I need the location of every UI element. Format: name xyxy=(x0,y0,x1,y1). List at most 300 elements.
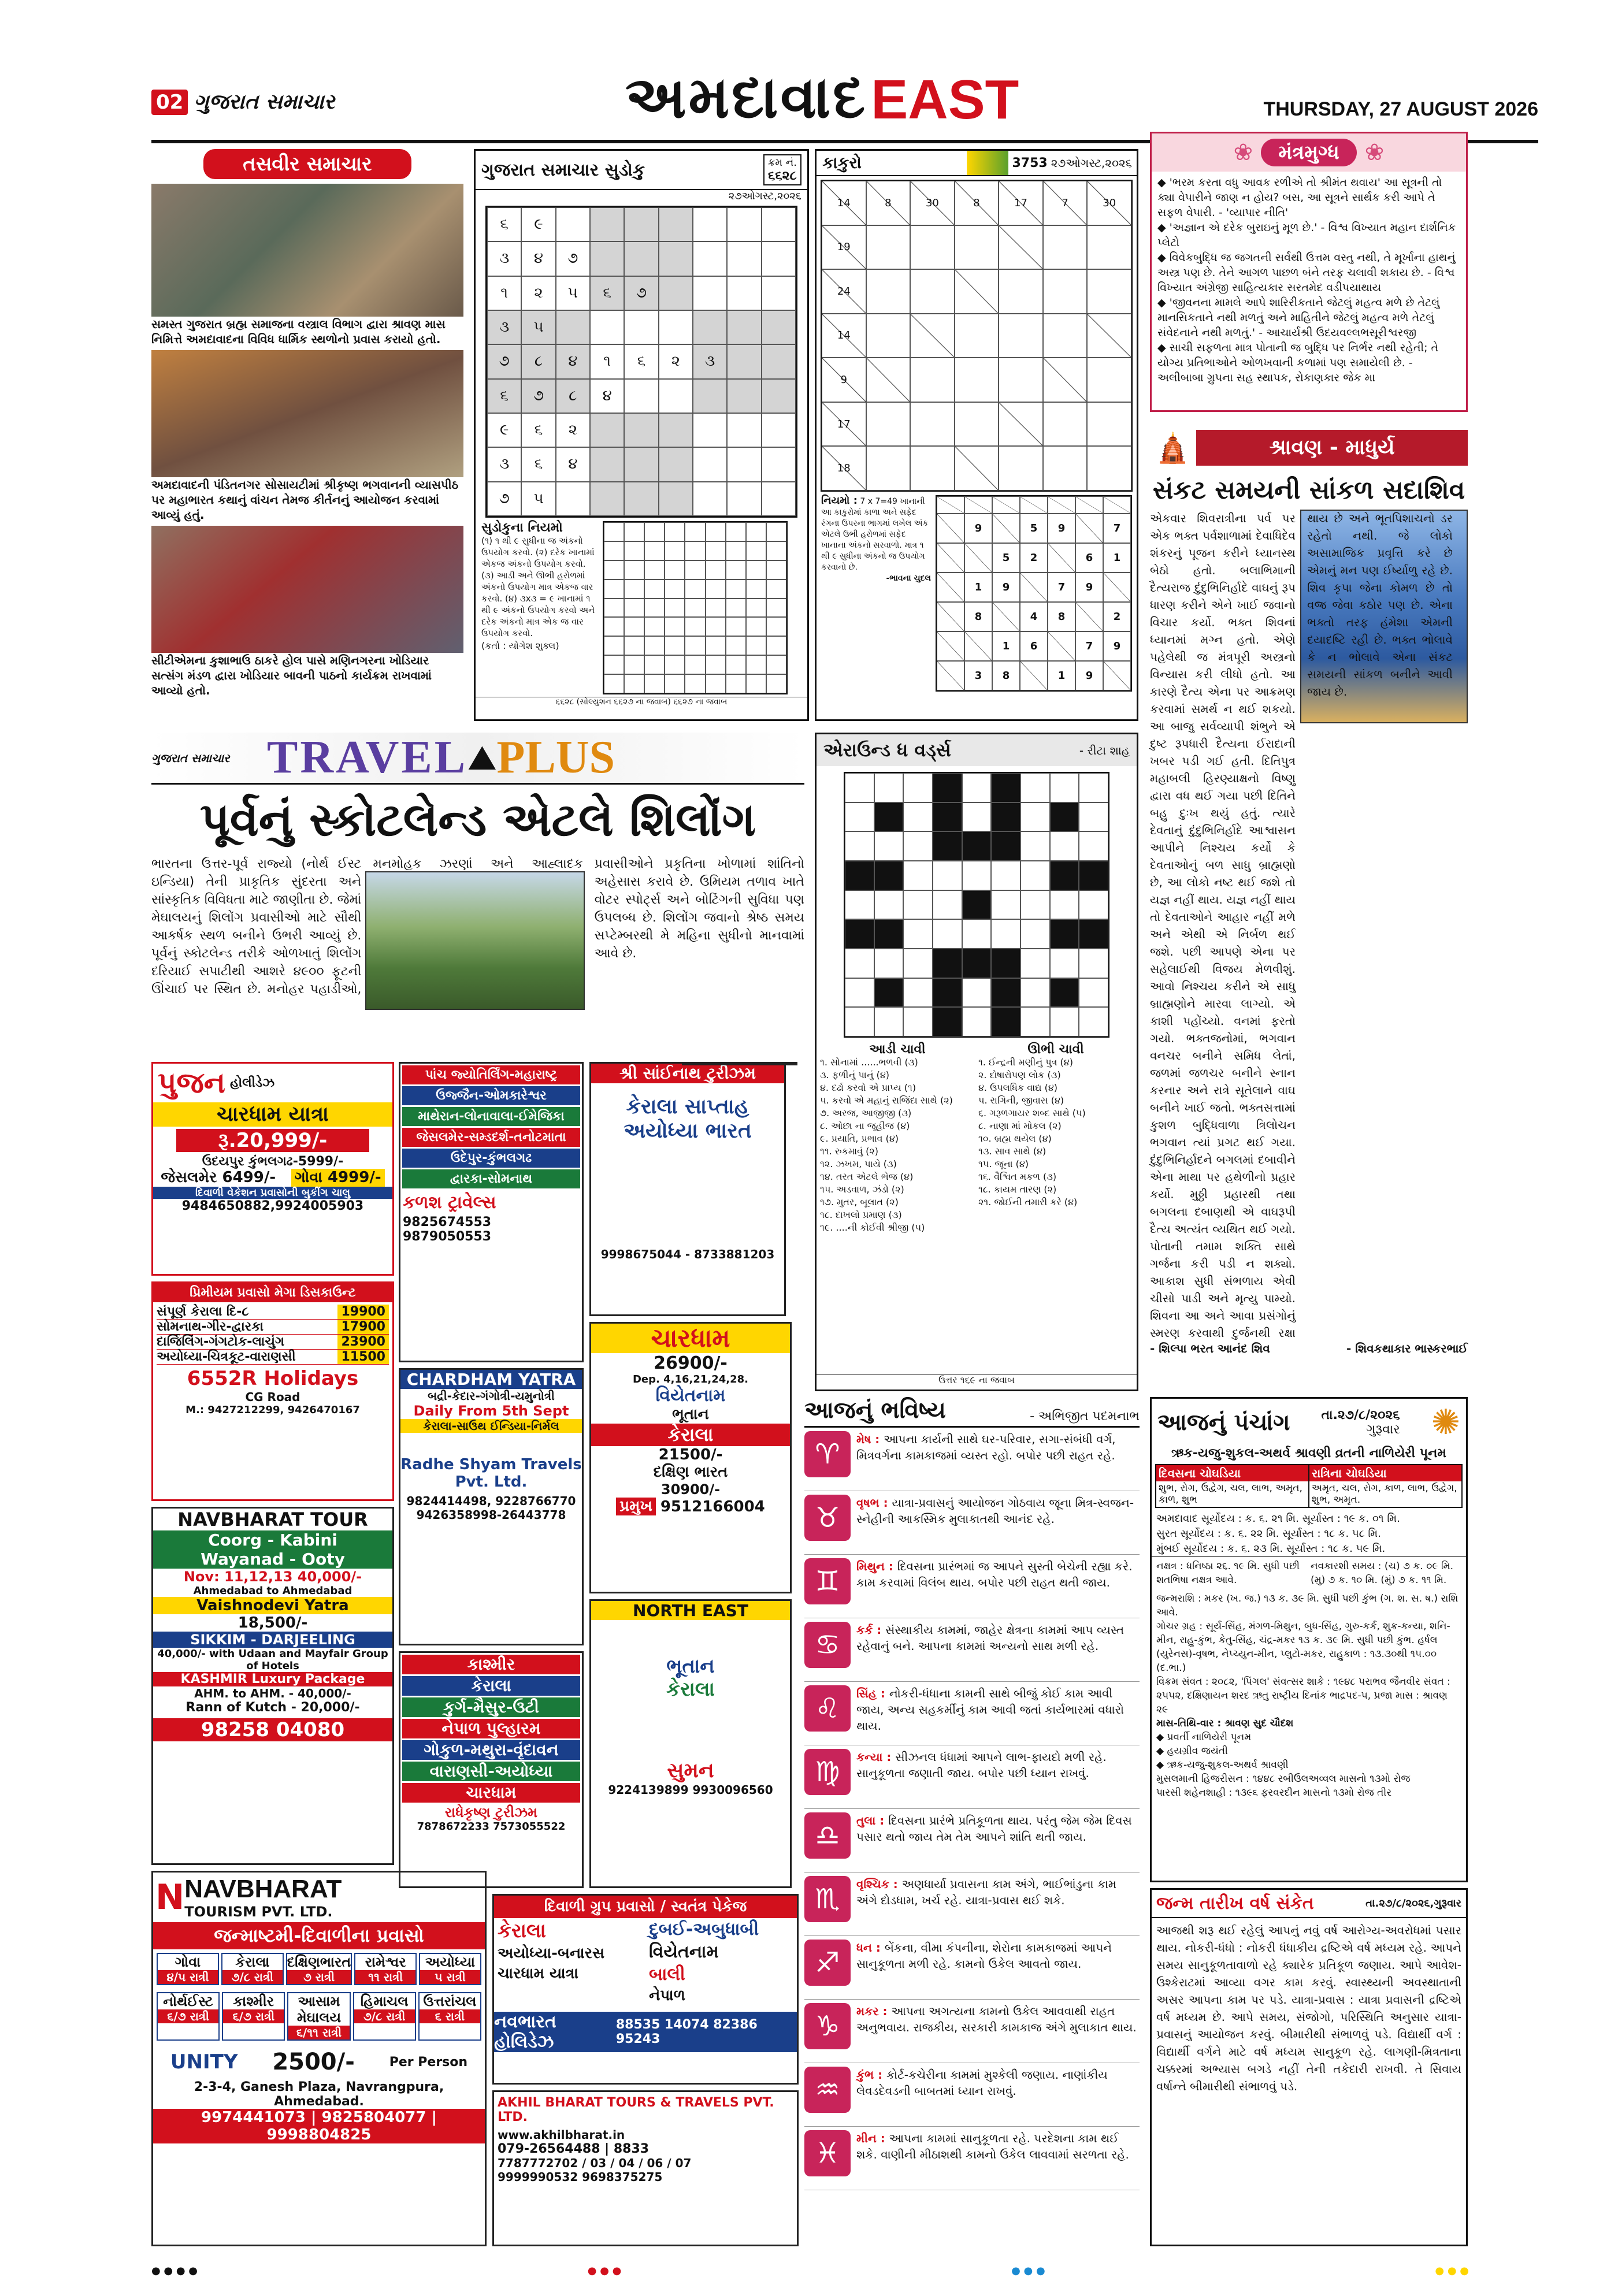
sudoku-solution-cell xyxy=(685,560,705,579)
kakuro-solution-cell xyxy=(964,631,992,661)
ad-akhil xyxy=(492,2090,799,2246)
kakuro-solution-cell: 4 xyxy=(1020,602,1048,631)
ad-vikram xyxy=(589,1599,792,1888)
sudoku-solution-cell xyxy=(746,541,766,560)
sudoku-solution-cell xyxy=(604,522,624,541)
sudoku-cell: ૬ xyxy=(590,276,624,310)
kakuro-solution-cell xyxy=(992,602,1020,631)
edition-name: અમદાવાદ xyxy=(625,64,868,131)
ltc-rows xyxy=(400,1655,582,1803)
sudoku-solution-cell xyxy=(746,655,766,674)
pujan-sub: હોલીડેઝ xyxy=(230,1076,275,1090)
nb-tile xyxy=(157,1953,219,1985)
travel-section xyxy=(151,733,804,1056)
sudoku-cell: ૭ xyxy=(624,276,658,310)
horoscope-desc: સીઝનલ ધંધામાં આપને લાભ-ફાયદો મળી રહે. સાનુકૂળતા જણાતી જાય. બપોર પછી ધ્યાન રાખવું. xyxy=(856,1750,1107,1780)
crossword-cell xyxy=(1079,1007,1108,1036)
kakuro-cell: 24 xyxy=(822,269,866,314)
nbt-l10: AHM. to AHM. - 40,000/- xyxy=(194,1686,351,1700)
horoscope-desc: કોર્ટ-કચેરીના કામમાં મુશ્કેલી જણાય. નાણાંકીય લેવડદેવડની બાબતમાં ધ્યાન રાખવું. xyxy=(856,2068,1108,2098)
sudoku-solution-cell xyxy=(726,579,746,599)
sudoku-solution-cell xyxy=(766,560,786,579)
sudoku-cell xyxy=(762,344,796,378)
kakuro-solution-cell xyxy=(1048,543,1075,573)
sudoku-grid xyxy=(485,206,797,518)
sudoku-solution-cell xyxy=(766,674,786,693)
crossword-grid xyxy=(844,772,1109,1038)
sudoku-cell xyxy=(556,482,590,516)
sudoku-solution-cell xyxy=(746,579,766,599)
ad-kalash xyxy=(399,1062,584,1362)
kakuro-solution-cell: 9 xyxy=(1075,573,1103,602)
horoscope-desc: નોકરી-ધંધાના કામની સાથે બીજું કોઈ કામ આવી જાય, અન્ય સહકર્મીનું કામ આવી જતાં કાર્યભારમાં વધારો થાય. xyxy=(856,1686,1124,1733)
birthday-date: તા.૨૭/૮/૨૦૨૬,ગુરૂવાર xyxy=(1365,1897,1461,1909)
sudoku-cell: ૨ xyxy=(521,276,555,310)
zodiac-11-icon: ♒ xyxy=(804,2067,851,2113)
vk-phone: 9224139899 9930096560 xyxy=(608,1783,773,1797)
sudoku-solution-cell xyxy=(746,617,766,636)
sudoku-cell xyxy=(693,447,727,481)
horoscope-desc: સંસ્થાકીય કામમાં, જાહેર ક્ષેત્રના કામમાં આપ વ્યસ્ત રહેવાનું બને. આપના કામમાં અન્યનો સાથ મળી રહે. xyxy=(856,1623,1125,1653)
crossword-cell xyxy=(991,949,1020,978)
across-clue: ૧૮. દાખલો પ્રમાણ (૩) xyxy=(820,1209,902,1220)
mantra-quote: ◆ 'ભરમ કરતા વધુ આવક રળીએ તો શ્રીમંત થવાય' આ સૂત્રની તો ક્યા વેપારીને જાણ ન હોય? બસ, આ સૂત્રને સાર્થક કરી આપે તે સફળ વેપારી. - 'વ્યાપાર નીતિ' xyxy=(1157,175,1460,220)
sudoku-cell: ૯ xyxy=(521,207,555,242)
horoscope-sign: કર્ક : xyxy=(856,1623,886,1637)
ad-pujan xyxy=(151,1062,394,1276)
premium-addr: CG Road xyxy=(245,1390,300,1404)
horoscope-sign: વૃશ્ચિક : xyxy=(856,1877,902,1891)
nbt-l7: SIKKIM - DARJEELING xyxy=(153,1632,392,1648)
kakuro-cell xyxy=(999,402,1043,447)
kakuro-date: ૨૭ઓગસ્ટ,૨૦૨૬ xyxy=(1051,156,1132,170)
crossword-cell xyxy=(991,1007,1020,1036)
bhavishya-title: આજનું ભવિષ્ય xyxy=(804,1397,946,1424)
kakuro-solution-cell xyxy=(937,573,964,602)
ch-l1: વિયેતનામ xyxy=(655,1385,726,1406)
kakuro-solution-cell xyxy=(1048,631,1075,661)
kalash-rows xyxy=(400,1065,582,1188)
dw-l1: કેરાલા xyxy=(498,1919,546,1942)
nb-tile-nights: ૭/૮ રાત્રી xyxy=(222,1970,283,1984)
kakuro-solution-cell: 7 xyxy=(1103,514,1131,543)
edition-title xyxy=(625,64,1019,132)
crossword-cell xyxy=(1079,803,1108,832)
sudoku-cell xyxy=(624,242,658,276)
ch-price: 26900/- xyxy=(654,1353,728,1373)
cy-l2: કેરાલા-સાઉથ ઈન્ડિયા-નિર્મલ xyxy=(400,1419,582,1433)
panchang-sub: ઋક-યજુ-શુકલ-અથર્વ શ્રાવણી વ્રતની નાળિયેરી પૂનમ xyxy=(1171,1446,1446,1461)
crossword-cell xyxy=(933,831,962,861)
sudoku-cell xyxy=(727,413,761,447)
nb-tile-name: રામેશ્વર xyxy=(365,1954,406,1970)
nb-price: 2500/- xyxy=(272,2049,355,2075)
nb-tile-name: દક્ષિણભારત xyxy=(287,1954,351,1970)
kakuro-solution-cell xyxy=(1075,496,1103,514)
nb-per: Per Person xyxy=(389,2054,468,2070)
horoscope-text xyxy=(856,1812,1140,1868)
photo-caption-3: સીટીએમના કુશાભાઉ ઠાકરે હોલ પાસે મણિનગરના ખોડિયાર સત્સંગ મંડળ દ્વારા ખોડિયાર બાવની પાઠનો કાર્યક્રમ રાખવામાં આવ્યો હતો. xyxy=(151,653,432,697)
sudoku-solution-cell xyxy=(644,579,665,599)
kakuro-solution-cell xyxy=(937,602,964,631)
panchang-date: તા.૨૭/૮/૨૦૨૬ xyxy=(1321,1408,1400,1422)
crossword-cell xyxy=(1050,890,1079,920)
sudoku-cell: ૧ xyxy=(590,344,624,378)
pujan-goa: ગોવા 4999/- xyxy=(291,1169,385,1187)
kalash-row: ઉદેપુર-કુંભલગઢ xyxy=(402,1149,580,1168)
cy-title: CHARDHAM YATRA xyxy=(400,1370,582,1389)
kakuro-cell xyxy=(999,269,1043,314)
horoscope-item xyxy=(804,1428,1140,1491)
sudoku-cell xyxy=(659,310,693,344)
sudoku-cell xyxy=(590,207,624,242)
sudoku-solution-cell xyxy=(685,541,705,560)
kakuro-cell: 7 xyxy=(1043,181,1088,225)
sudoku-solution-cell xyxy=(665,636,685,655)
crossword-cell xyxy=(1020,919,1050,949)
sudoku-cell: ૯ xyxy=(487,413,521,447)
horoscope-item xyxy=(804,2127,1140,2190)
sai-title: શ્રી સાંઈનાથ ટુરીઝમ xyxy=(591,1064,784,1083)
premium-row xyxy=(157,1305,389,1320)
ch-title: ચારધામ xyxy=(591,1324,790,1353)
crossword-cell xyxy=(933,1007,962,1036)
vk-brand: સુમન xyxy=(667,1759,714,1782)
cy-brand: Radhe Shyam Travels Pvt. Ltd. xyxy=(400,1456,582,1491)
crossword-cell xyxy=(1020,890,1050,920)
crossword-cell xyxy=(933,861,962,890)
paper-name-logo: ગુજરાત સમાચાર xyxy=(151,751,230,765)
across-title: આડી ચાવી xyxy=(869,1042,926,1057)
kakuro-solution-cell xyxy=(1020,496,1048,514)
crossword-cell xyxy=(903,773,933,803)
sai-phone: 9998675044 - 8733881203 xyxy=(600,1247,775,1261)
horoscope-text xyxy=(856,2130,1140,2186)
sudoku-solution-cell xyxy=(665,599,685,618)
horoscope-sign: કુંભ : xyxy=(856,2068,887,2082)
kakuro-rules-title: નિયમો : xyxy=(821,495,858,507)
horoscope-item xyxy=(804,2063,1140,2127)
across-clue: ૪. દર્ઢા કરવો એ પ્રાપ્ય (૧) xyxy=(820,1082,916,1093)
horoscope-sign: મિથુન : xyxy=(856,1559,897,1573)
vk-l2: ભૂતાન xyxy=(666,1655,715,1678)
crossword-cell xyxy=(845,861,874,890)
sudoku-footer: ૬૬૨૮ (સોલ્યુશન ૬૬૨૭ ના જવાબ) ૬૬૨૭ ના જવાબ xyxy=(476,697,807,707)
nb-tile-name: નોર્થઈસ્ટ xyxy=(163,1993,213,2009)
zodiac-5-icon: ♌ xyxy=(804,1685,851,1732)
zodiac-6-icon: ♍ xyxy=(804,1749,851,1795)
ch-l2: ભૂતાન xyxy=(672,1406,709,1423)
sudoku-solution-cell xyxy=(604,674,624,693)
crossword-cell xyxy=(1050,919,1079,949)
crossword-cell xyxy=(1020,803,1050,832)
mantra-quote: ◆ સાચી સફળતા માત્ર પોતાની જ બુદ્ધિ પર નિર્ભર નથી રહેતી; તે યોગ્ય પ્રતિભાઓને ઓળખવાની કળામાં પણ સમાયેલી છે. - અલીબાબા ગ્રુપના સહ સ્થાપક, રોકાણકાર જેક મા xyxy=(1157,340,1460,385)
nb-tile xyxy=(222,1992,285,2041)
zodiac-2-icon: ♉ xyxy=(804,1495,851,1541)
crossword-box xyxy=(815,733,1138,1391)
photo-caption-1: સમસ્ત ગુજરાત બ્રહ્મ સમાજના વસ્ત્રાલ વિભાગ દ્વારા શ્રાવણ માસ નિમિત્તે અમદાવાદના વિવિધ ધાર્મિક સ્થળોનો પ્રવાસ કરાયો હતો. xyxy=(151,317,446,346)
sudoku-cell xyxy=(762,242,796,276)
nb-tiles-2 xyxy=(153,1989,485,2044)
sudoku-cell xyxy=(693,379,727,413)
kakuro-cell xyxy=(866,358,911,402)
sudoku-solution-cell xyxy=(685,655,705,674)
mantra-quote: ◆ 'અજ્ઞાન એ દરેક બુરાઇનું મૂળ છે.' - વિશ્વ વિખ્યાત મહાન દાર્શનિક પ્લેટો xyxy=(1157,220,1460,250)
kakuro-box xyxy=(815,149,1138,721)
sudoku-solution-cell xyxy=(746,636,766,655)
crossword-cell xyxy=(845,803,874,832)
sudoku-cell xyxy=(624,207,658,242)
kakuro-cell xyxy=(999,358,1043,402)
sudoku-solution-cell xyxy=(685,674,705,693)
sudoku-cell: ૭ xyxy=(487,344,521,378)
kakuro-solution-cell: 7 xyxy=(1048,573,1075,602)
crossword-cell xyxy=(962,831,992,861)
kakuro-solution-cell: 2 xyxy=(1020,543,1048,573)
down-clue: ૨. દોષારોપણ લોક (૩) xyxy=(978,1069,1061,1080)
kakuro-solution-cell: 1 xyxy=(1048,661,1075,690)
sudoku-cell: ૭ xyxy=(556,242,590,276)
choghadiya-night-title: રાત્રિના ચોઘડિયા xyxy=(1309,1465,1461,1481)
horoscope-text xyxy=(856,1431,1140,1487)
sudoku-cell: ૬ xyxy=(487,207,521,242)
kakuro-solution-cell: 9 xyxy=(1075,661,1103,690)
crossword-cell xyxy=(962,890,992,920)
nb-tile-nights: ૬ રાત્રી xyxy=(420,2009,480,2023)
tasvir-title: તસવીર સમાચાર xyxy=(203,149,411,179)
nb-tile-nights: ૬/૭ રાત્રી xyxy=(158,2009,218,2023)
down-clue: ૪. ઉપલધિક વાદ્ય (૪) xyxy=(978,1082,1057,1093)
ch-phone: 9512166004 xyxy=(660,1498,765,1515)
sudoku-cell xyxy=(762,379,796,413)
kakuro-cell xyxy=(955,269,999,314)
horoscope-sign: તુલા : xyxy=(856,1814,889,1827)
down-clue: ૧૬. વૈશ્વિત મકળ (૩) xyxy=(978,1171,1057,1182)
zodiac-10-icon: ♑ xyxy=(804,2003,851,2049)
crossword-author: - રીટા શાહ xyxy=(1079,743,1130,757)
sudoku-solution-cell xyxy=(706,674,726,693)
page-number-badge: 02 xyxy=(151,90,188,115)
sudoku-cell xyxy=(693,242,727,276)
nbt-title: NAVBHARAT TOUR xyxy=(153,1509,392,1530)
dw-l4: દુબઈ-અબુધાબી xyxy=(649,1919,759,1940)
sudoku-solution-cell xyxy=(685,617,705,636)
across-clue: ૩. ફળીનું પાનું (૪) xyxy=(820,1069,890,1080)
crossword-cell xyxy=(962,949,992,978)
shravan-column xyxy=(1150,425,1468,1384)
kakuro-cell xyxy=(910,314,955,358)
down-clues xyxy=(978,1056,1133,1209)
kakuro-cell xyxy=(1043,446,1088,491)
sudoku-solution-cell xyxy=(766,655,786,674)
sudoku-cell xyxy=(762,413,796,447)
ak-phone3: 9999990532 9698375275 xyxy=(498,2170,663,2184)
kakuro-cell: 19 xyxy=(822,225,866,270)
ad-sai xyxy=(589,1062,786,1316)
sudoku-solution-cell xyxy=(685,636,705,655)
nb-tile-nights: ૬/૧૧ રાત્રી xyxy=(288,2026,349,2039)
sudoku-cell xyxy=(659,379,693,413)
sudoku-cell xyxy=(762,482,796,516)
zodiac-1-icon: ♈ xyxy=(804,1431,851,1477)
crossword-cell xyxy=(1079,919,1108,949)
sun-ahmedabad: અમદાવાદ સૂર્યોદય : ક. ૬. ૨૧ મિ. સૂર્યાસ્ત : ૧૯ ક. ૦૧ મિ. xyxy=(1156,1513,1400,1525)
horoscope-item xyxy=(804,1491,1140,1555)
nb-tile-name: કાશ્મીર xyxy=(233,1993,274,2009)
kakuro-grid xyxy=(821,180,1133,492)
sudoku-cell: ૮ xyxy=(521,344,555,378)
sudoku-cell: ૪ xyxy=(521,242,555,276)
sudoku-solution-cell xyxy=(706,636,726,655)
nb-tile xyxy=(157,1992,220,2041)
event: ◆ હયગ્રીવ જયંતી xyxy=(1156,1744,1461,1758)
horoscope-item xyxy=(804,1618,1140,1682)
kakuro-cell xyxy=(955,314,999,358)
ak-brand: AKHIL BHARAT TOURS & TRAVELS PVT. LTD. xyxy=(498,2096,774,2124)
kakuro-solution-cell: 8 xyxy=(964,602,992,631)
bhavishya-header xyxy=(804,1397,1140,1428)
crossword-cell xyxy=(903,831,933,861)
nb-tile-nights: ૧૧ રાત્રી xyxy=(355,1970,415,1984)
sudoku-solution-cell xyxy=(665,541,685,560)
kakuro-solution-cell: 1 xyxy=(992,631,1020,661)
sudoku-solution-cell xyxy=(604,636,624,655)
premium-phone: M.: 9427212299, 9426470167 xyxy=(185,1404,360,1416)
nb-tile-nights: ૬/૭ રાત્રી xyxy=(223,2009,284,2023)
nb-tile-nights: ૭/૮ રાત્રી xyxy=(354,2009,415,2023)
sudoku-cell: ૫ xyxy=(521,482,555,516)
birthday-box xyxy=(1150,1888,1468,2246)
crossword-cell xyxy=(845,831,874,861)
sudoku-cell xyxy=(762,447,796,481)
crossword-cell xyxy=(903,890,933,920)
crossword-cell xyxy=(874,978,904,1008)
kakuro-solution-cell: 2 xyxy=(1103,602,1131,631)
kakuro-cell xyxy=(999,314,1043,358)
crossword-cell xyxy=(874,890,904,920)
dw-phone: 88535 14074 82386 95243 xyxy=(615,2018,758,2046)
zodiac-4-icon: ♋ xyxy=(804,1622,851,1668)
cy-l1: Daily From 5th Sept xyxy=(413,1403,569,1419)
sudoku-cell xyxy=(556,310,590,344)
sudoku-solution-cell xyxy=(685,599,705,618)
kakuro-solution-cell xyxy=(937,661,964,690)
sudoku-solution-cell xyxy=(644,522,665,541)
sudoku-solution-cell xyxy=(665,560,685,579)
nb-tile xyxy=(221,1953,284,1985)
ad-navbharat-tour xyxy=(151,1507,394,1865)
kakuro-cell: 30 xyxy=(1087,181,1131,225)
kalash-brand: કળશ ટ્રાવેલ્સ xyxy=(403,1192,496,1213)
choghadiya-night-val: અમૃત, ચલ, રોગ, કાળ, લાભ, ઉદ્વેગ, શુભ, અમૃત. xyxy=(1312,1483,1457,1506)
sudoku-solution-cell xyxy=(706,599,726,618)
kalash-row: માથેરાન-લોનાવાલા-ઈમેજિકા xyxy=(402,1107,580,1126)
kakuro-cell xyxy=(910,358,955,402)
sudoku-cell xyxy=(590,242,624,276)
sudoku-solution-cell xyxy=(766,636,786,655)
crossword-cell xyxy=(874,831,904,861)
crossword-cell xyxy=(933,803,962,832)
sudoku-cell xyxy=(693,207,727,242)
sudoku-cell: ૪ xyxy=(556,447,590,481)
kakuro-cell xyxy=(955,402,999,447)
kakuro-solution-cell: 3 xyxy=(964,661,992,690)
sudoku-cell xyxy=(624,310,658,344)
sudoku-title: ગુજરાત સમાચાર સુડોકુ xyxy=(481,159,645,180)
horoscope-text xyxy=(856,1558,1140,1614)
sudoku-solution-cell xyxy=(706,541,726,560)
sudoku-rules-title: સુડોકુના નિયમો xyxy=(481,521,563,535)
sudoku-cell xyxy=(693,310,727,344)
kakuro-cell xyxy=(1043,358,1088,402)
crossword-cell xyxy=(933,919,962,949)
sudoku-cell xyxy=(762,276,796,310)
kakuro-cell xyxy=(1087,314,1131,358)
sudoku-solution-cell xyxy=(644,674,665,693)
horoscope-text xyxy=(856,1940,1140,1996)
mantra-title: મંત્રમુગ્ધ xyxy=(1261,139,1357,166)
crossword-header xyxy=(817,734,1137,766)
ak-web: www.akhilbharat.in xyxy=(498,2128,625,2142)
mantra-header xyxy=(1152,133,1466,172)
kakuro-cell xyxy=(1043,225,1088,270)
nb-brand: NAVBHARAT xyxy=(184,1875,342,1903)
crossword-cell xyxy=(991,773,1020,803)
sudoku-cell xyxy=(590,447,624,481)
mantra-quote: ◆ વિવેકબુદ્ધિ જ જગતની સર્વથી ઉત્તમ વસ્તુ નથી, તે મૂર્ખાના હાથનું અસ્ત્ર પણ છે. તેને આગળ પાછળ બંને તરફ ચલાવી શકાય છે. - વિશ્વ વિખ્યાત અંગ્રેજી સાહિત્યકાર સરતમેદ વડીપયાથાય xyxy=(1157,250,1460,295)
navkarsi: નવકારશી સમય : (ચ) ૭ ક. ૦૯ મિ. (મુ) ૭ ક. ૧૦ મિ. (મું) ૭ ક. ૧૧ મિ. xyxy=(1311,1561,1454,1586)
horoscope-desc: યાત્રા-પ્રવાસનું આયોજન ગોઠવાય જૂના મિત્ર-સ્વજન-સ્નેહીની આકસ્મિક મુલાકાતથી આનંદ રહે. xyxy=(856,1496,1134,1526)
sudoku-cell xyxy=(727,344,761,378)
kakuro-cell xyxy=(955,446,999,491)
page-number xyxy=(151,90,335,115)
horoscope-text xyxy=(856,1495,1140,1551)
sudoku-solution-cell xyxy=(746,599,766,618)
across-clue: ૯. પ્રયાતિ, પ્રભાવ (૪) xyxy=(820,1133,899,1144)
ltc-row: કાશ્મીર xyxy=(402,1655,580,1674)
kakuro-cell xyxy=(1087,269,1131,314)
shravan-header xyxy=(1150,425,1468,471)
sudoku-cell: ૩ xyxy=(487,447,521,481)
horoscope-sign: વૃષભ : xyxy=(856,1496,892,1510)
kakuro-cell xyxy=(999,446,1043,491)
sudoku-cell: ૬ xyxy=(521,413,555,447)
sudoku-solution-cell xyxy=(726,522,746,541)
sudoku-solution-cell xyxy=(644,655,665,674)
kakuro-solution-cell: 1 xyxy=(1103,543,1131,573)
registration-marks: ● ● ● ● ● ● ● ● ● ● ● ● ● xyxy=(151,2265,1469,2277)
sudoku-solution-cell xyxy=(644,617,665,636)
crossword-cell xyxy=(845,919,874,949)
horoscope-sign: મકર : xyxy=(856,2004,892,2018)
crossword-cell xyxy=(991,978,1020,1008)
sudoku-cell: ૪ xyxy=(556,344,590,378)
nbt-l2: Wayanad - Ooty xyxy=(153,1550,392,1569)
sudoku-cell xyxy=(659,276,693,310)
crossword-cell xyxy=(903,803,933,832)
across-clue: ૧૧. રુકમાવું (૨) xyxy=(820,1146,879,1157)
nb-tile-name: ગોવા xyxy=(175,1954,201,1970)
kakuro-solution-cell xyxy=(1020,661,1048,690)
sai-l1: કેરાલા સાપ્તાહ xyxy=(626,1095,749,1119)
tasvir-column xyxy=(151,149,463,727)
horoscope-desc: આપના કાર્યની સાથે ઘર-પરિવાર, સગા-સંબંધી વર્ગ, મિત્રવર્ગના કામકાજમાં વ્યસ્ત રહો. બપોર પછી રાહત રહે. xyxy=(856,1432,1116,1462)
travel-headline: પૂર્વનું સ્કોટલેન્ડ એટલે શિલોંગ xyxy=(199,793,756,846)
mantra-box xyxy=(1150,132,1468,412)
crossword-cell xyxy=(903,861,933,890)
issue-date: THURSDAY, 27 AUGUST 2026 xyxy=(1263,98,1538,120)
sudoku-solution-cell xyxy=(706,522,726,541)
